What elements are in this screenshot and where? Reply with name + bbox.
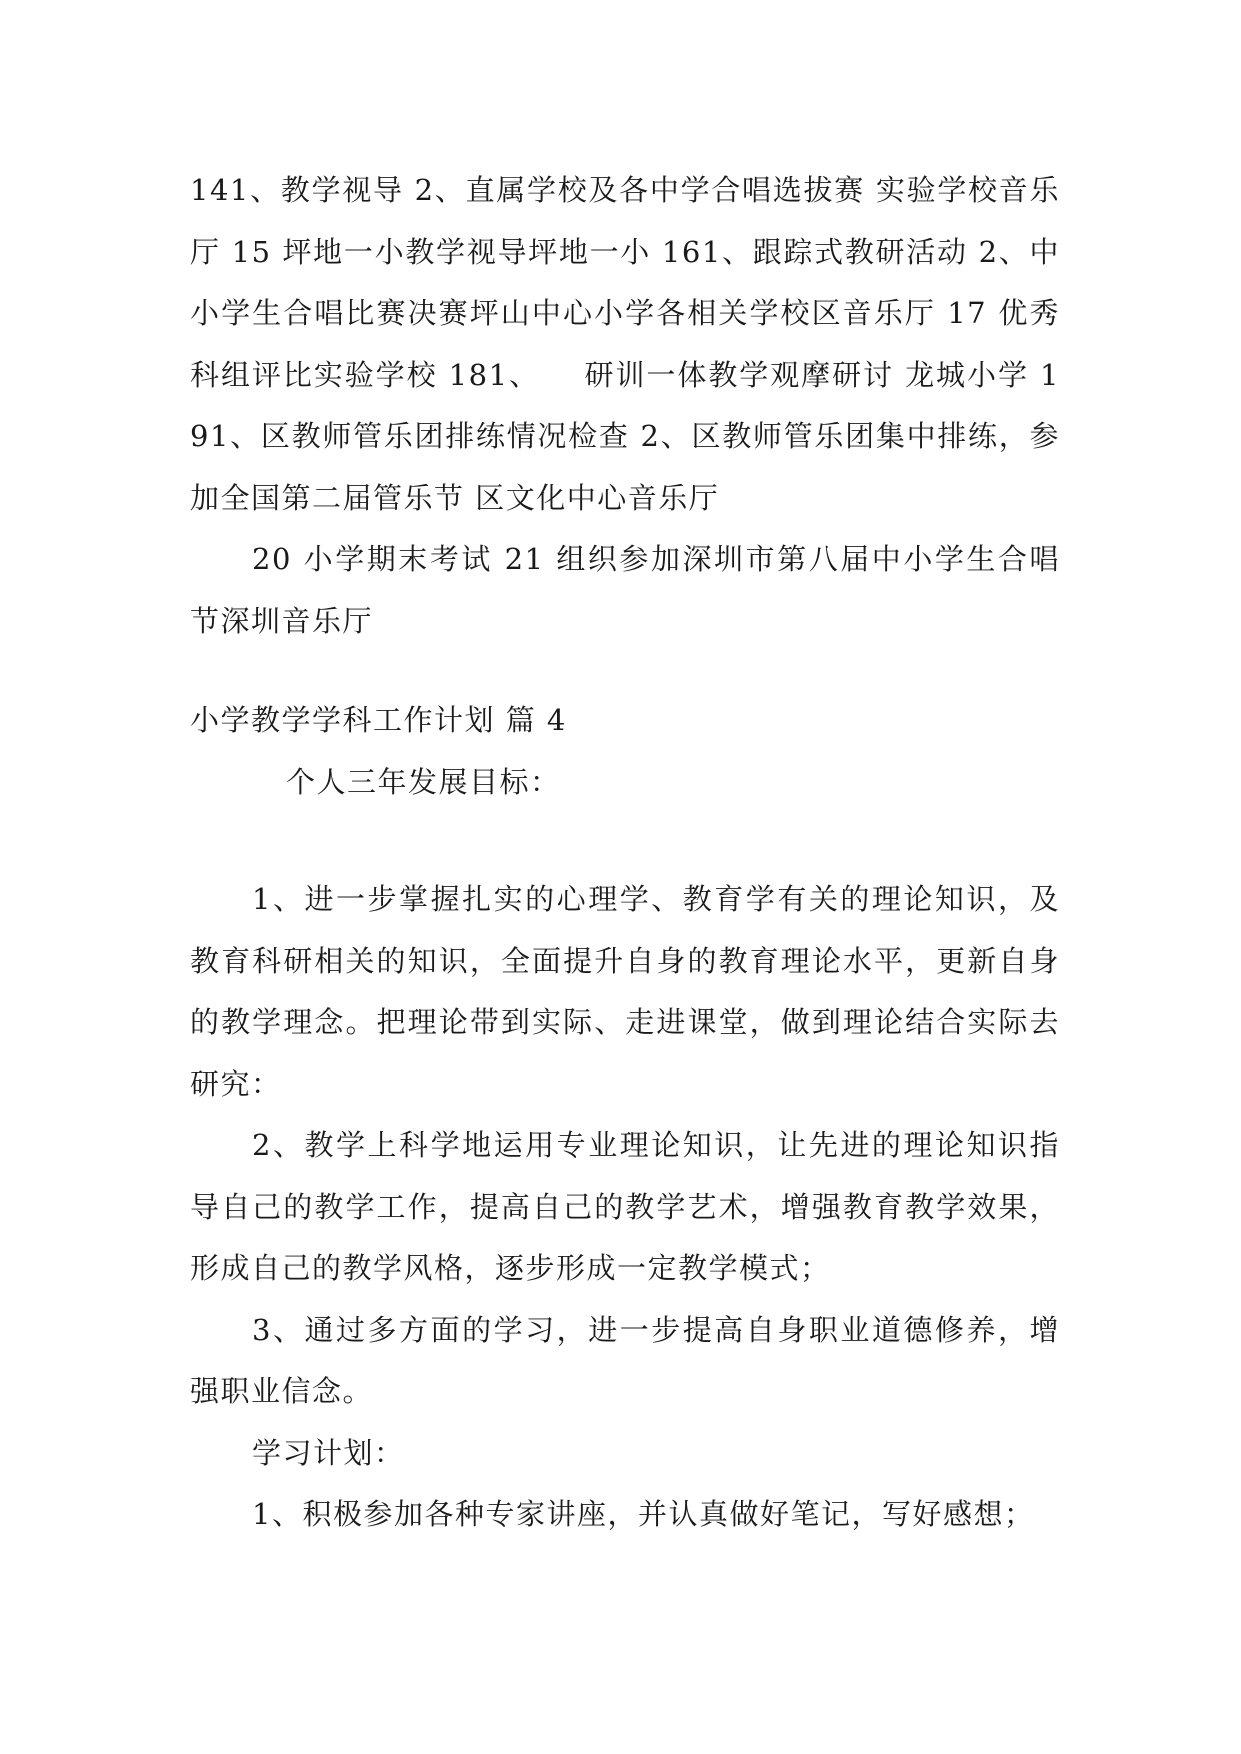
goals-heading: 个人三年发展目标：	[286, 764, 561, 799]
schedule-paragraph-continued: 20 小学期末考试 21 组织参加深圳市第八届中小学生合唱节深圳音乐厅	[190, 542, 1060, 638]
goal-item: 2、教学上科学地运用专业理论知识，让先进的理论知识指导自己的教学工作，提高自己的教学艺术，增强教育教学效果，形成自己的教学风格，逐步形成一定教学模式；	[190, 1128, 1060, 1285]
goal-item: 3、通过多方面的学习，进一步提高自身职业道德修养，增强职业信念。	[190, 1312, 1060, 1408]
goal-item: 1、进一步掌握扎实的心理学、教育学有关的理论知识，及教育科研相关的知识，全面提升自身的教育理论水平，更新自身的教学理念。把理论带到实际、走进课堂，做到理论结合实际去研究：	[190, 882, 1060, 1101]
study-plan-item: 1、积极参加各种专家讲座，并认真做好笔记，写好感想；	[252, 1497, 1035, 1531]
schedule-paragraph: 141、教学视导 2、直属学校及各中学合唱选拔赛 实验学校音乐厅 15 坪地一小教学视导坪地一小 161、跟踪式教研活动 2、中小学生合唱比赛决赛坪山中心小学各相关学校区音乐厅 17 优秀科组评比实验学校 181、 研训一体教学观摩研讨 龙城小学 191、区教师管乐团排练情况检查 2、区教师管乐团集中排练，参加全国第二届管乐节 区文化中心音乐厅	[190, 173, 1060, 515]
document-body	[190, 160, 1060, 1546]
section-title: 小学教学学科工作计划 篇 4	[190, 703, 567, 737]
study-plan-heading: 学习计划：	[252, 1435, 405, 1470]
